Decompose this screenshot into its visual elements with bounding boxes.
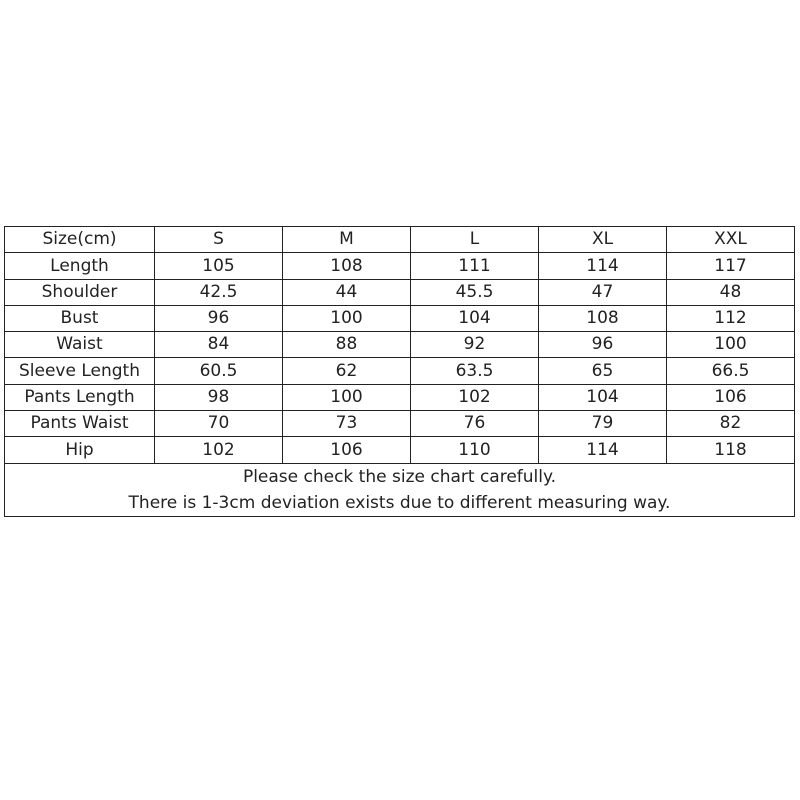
- table-cell: 98: [155, 384, 283, 410]
- table-row: [5, 358, 795, 384]
- header-cell-xxl: XXL: [667, 227, 795, 253]
- table-cell: 96: [155, 305, 283, 331]
- table-row: [5, 437, 795, 463]
- table-cell: 100: [667, 332, 795, 358]
- table-cell: 100: [283, 384, 411, 410]
- table-cell: 102: [155, 437, 283, 463]
- table-cell: 112: [667, 305, 795, 331]
- table-cell: 118: [667, 437, 795, 463]
- table-cell: 73: [283, 411, 411, 437]
- table-row: [5, 332, 795, 358]
- table-cell: 76: [411, 411, 539, 437]
- table-row: [5, 253, 795, 279]
- table-cell: 104: [411, 305, 539, 331]
- table-cell: 66.5: [667, 358, 795, 384]
- header-cell-m: M: [283, 227, 411, 253]
- table-cell: 79: [539, 411, 667, 437]
- header-row: [5, 227, 795, 253]
- row-label: Sleeve Length: [5, 358, 155, 384]
- table-cell: 47: [539, 279, 667, 305]
- table-cell: 102: [411, 384, 539, 410]
- table-cell: 111: [411, 253, 539, 279]
- row-label: Bust: [5, 305, 155, 331]
- table-row: [5, 279, 795, 305]
- table-cell: 92: [411, 332, 539, 358]
- table-cell: 108: [539, 305, 667, 331]
- note-line-1: Please check the size chart carefully.: [242, 466, 557, 487]
- header-cell-xl: XL: [539, 227, 667, 253]
- row-label: Shoulder: [5, 279, 155, 305]
- table-cell: 100: [283, 305, 411, 331]
- table-cell: 88: [283, 332, 411, 358]
- table-cell: 108: [283, 253, 411, 279]
- header-cell-l: L: [411, 227, 539, 253]
- header-cell-s: S: [155, 227, 283, 253]
- table-cell: 110: [411, 437, 539, 463]
- table-cell: 60.5: [155, 358, 283, 384]
- table-cell: 114: [539, 437, 667, 463]
- table-cell: 96: [539, 332, 667, 358]
- table-cell: 44: [283, 279, 411, 305]
- table-cell: 48: [667, 279, 795, 305]
- table-cell: 104: [539, 384, 667, 410]
- size-chart-table: [4, 226, 795, 517]
- table-cell: 106: [667, 384, 795, 410]
- table-row: [5, 305, 795, 331]
- table-cell: 105: [155, 253, 283, 279]
- row-label: Pants Length: [5, 384, 155, 410]
- table-row: [5, 411, 795, 437]
- table-cell: 62: [283, 358, 411, 384]
- row-label: Pants Waist: [5, 411, 155, 437]
- table-cell: 84: [155, 332, 283, 358]
- table-cell: 117: [667, 253, 795, 279]
- row-label: Length: [5, 253, 155, 279]
- table-cell: 63.5: [411, 358, 539, 384]
- table-cell: 65: [539, 358, 667, 384]
- table-cell: 114: [539, 253, 667, 279]
- note-cell: [5, 463, 795, 516]
- table-row: [5, 384, 795, 410]
- note-line-2: There is 1-3cm deviation exists due to different measuring way.: [128, 492, 671, 513]
- table-cell: 42.5: [155, 279, 283, 305]
- table-cell: 82: [667, 411, 795, 437]
- table-cell: 106: [283, 437, 411, 463]
- header-cell-size: Size(cm): [5, 227, 155, 253]
- table-cell: 45.5: [411, 279, 539, 305]
- table-cell: 70: [155, 411, 283, 437]
- row-label: Waist: [5, 332, 155, 358]
- note-row: [5, 463, 795, 516]
- row-label: Hip: [5, 437, 155, 463]
